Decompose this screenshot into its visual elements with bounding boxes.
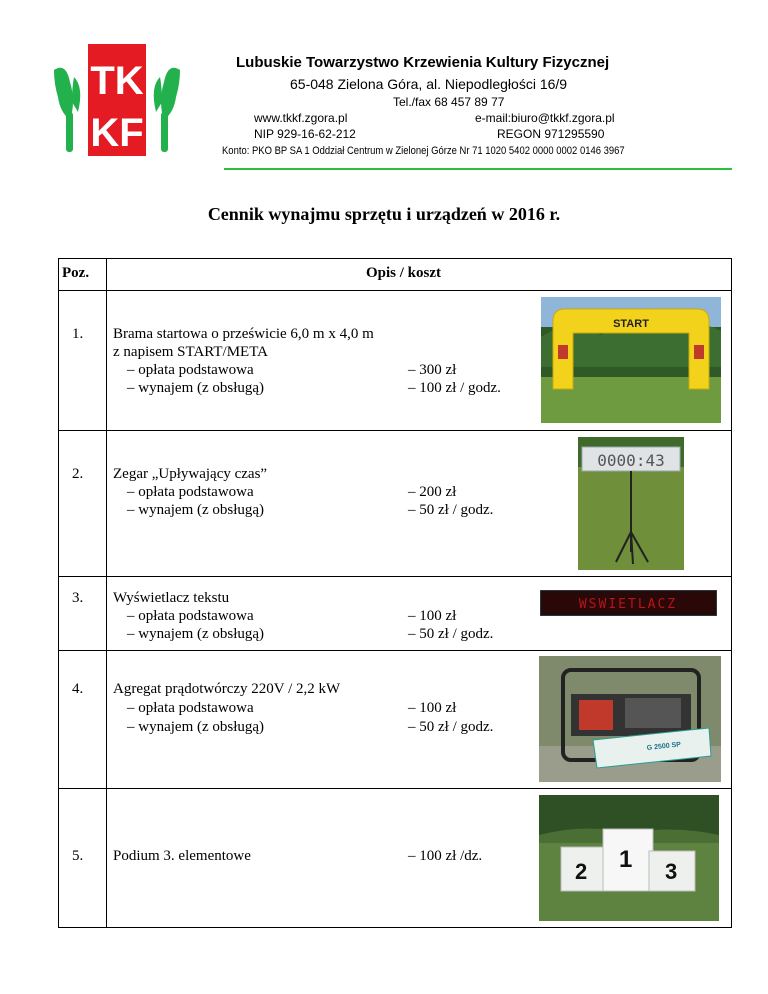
tree-right-icon [154, 68, 180, 152]
organization-name: Lubuskie Towarzystwo Krzewienia Kultury Fizycznej [236, 54, 610, 71]
page-title: Cennik wynajmu sprzętu i urządzeń w 2016 r. [207, 204, 561, 224]
clock-digits: 0000:43 [597, 451, 665, 470]
table-column-divider [106, 258, 107, 928]
fee-price: – 300 zł [408, 362, 457, 378]
podium-photo [539, 795, 719, 921]
podium-label: 3 [665, 859, 678, 884]
item-name: Agregat prądotwórczy 220V / 2,2 kW [113, 681, 341, 697]
fee-price: – 100 zł [408, 608, 457, 624]
phone-fax: Tel./fax 68 457 89 77 [393, 95, 505, 109]
row-divider [58, 788, 732, 789]
item-name: Brama startowa o prześwicie 6,0 m x 4,0 m [113, 326, 374, 342]
item-name: Podium 3. elementowe [113, 848, 251, 864]
row-position: 2. [72, 466, 84, 482]
fee-price: – 50 zł / godz. [408, 719, 494, 735]
clock-photo [578, 437, 684, 570]
row-divider [58, 576, 732, 577]
fee-label: – opłata podstawowa [127, 608, 254, 624]
fee-price: – 100 zł / godz. [408, 380, 501, 396]
podium-label: 1 [619, 846, 633, 873]
tree-left-icon [54, 68, 80, 152]
generator-model-label: G 2500 SP [646, 741, 682, 752]
email-link[interactable]: e-mail:biuro@tkkf.zgora.pl [475, 111, 615, 125]
column-header-position: Poz. [62, 265, 90, 281]
row-divider [58, 650, 732, 651]
item-name: Wyświetlacz tekstu [113, 590, 230, 606]
fee-label: – opłata podstawowa [127, 484, 254, 500]
fee-price: – 50 zł / godz. [408, 626, 494, 642]
row-position: 4. [72, 681, 84, 697]
logo-text-bottom: KF [90, 111, 144, 155]
fee-price: – 200 zł [408, 484, 457, 500]
row-position: 5. [72, 848, 84, 864]
logo-text-top: TK [90, 59, 144, 103]
row-position: 1. [72, 326, 84, 342]
fee-label: – opłata podstawowa [127, 362, 254, 378]
crest-icon [558, 345, 568, 359]
row-position: 3. [72, 590, 84, 606]
crest-icon [694, 345, 704, 359]
fee-label: – wynajem (z obsługą) [127, 719, 265, 735]
podium-label: 2 [575, 859, 588, 884]
fee-label: – wynajem (z obsługą) [127, 380, 265, 396]
fee-price: – 100 zł /dz. [408, 848, 483, 864]
generator-photo [539, 656, 721, 782]
table-header-divider [58, 290, 732, 291]
header-divider [224, 168, 732, 170]
nip-number: NIP 929-16-62-212 [254, 127, 356, 141]
item-name-detail: z napisem START/META [113, 344, 269, 360]
fee-label: – wynajem (z obsługą) [127, 502, 265, 518]
start-gate-photo [541, 297, 721, 423]
gate-banner-text: START [613, 318, 649, 330]
row-divider [58, 430, 732, 431]
fee-label: – wynajem (z obsługą) [127, 626, 265, 642]
led-display-text: WSWIETLACZ [578, 597, 678, 612]
item-name: Zegar „Upływający czas” [113, 466, 268, 482]
bank-account: Konto: PKO BP SA 1 Oddział Centrum w Zielonej Górze Nr 71 1020 5402 0000 0002 0146 3967 [222, 145, 625, 157]
fee-price: – 100 zł [408, 700, 457, 716]
fee-label: – opłata podstawowa [127, 700, 254, 716]
led-display-photo [540, 590, 717, 616]
website-link[interactable]: www.tkkf.zgora.pl [254, 111, 348, 125]
column-header-description: Opis / koszt [366, 265, 442, 281]
organization-address: 65-048 Zielona Góra, al. Niepodległości 16/9 [290, 76, 568, 92]
regon-number: REGON 971295590 [497, 127, 605, 141]
fee-price: – 50 zł / godz. [408, 502, 494, 518]
tkkf-logo [52, 42, 182, 160]
